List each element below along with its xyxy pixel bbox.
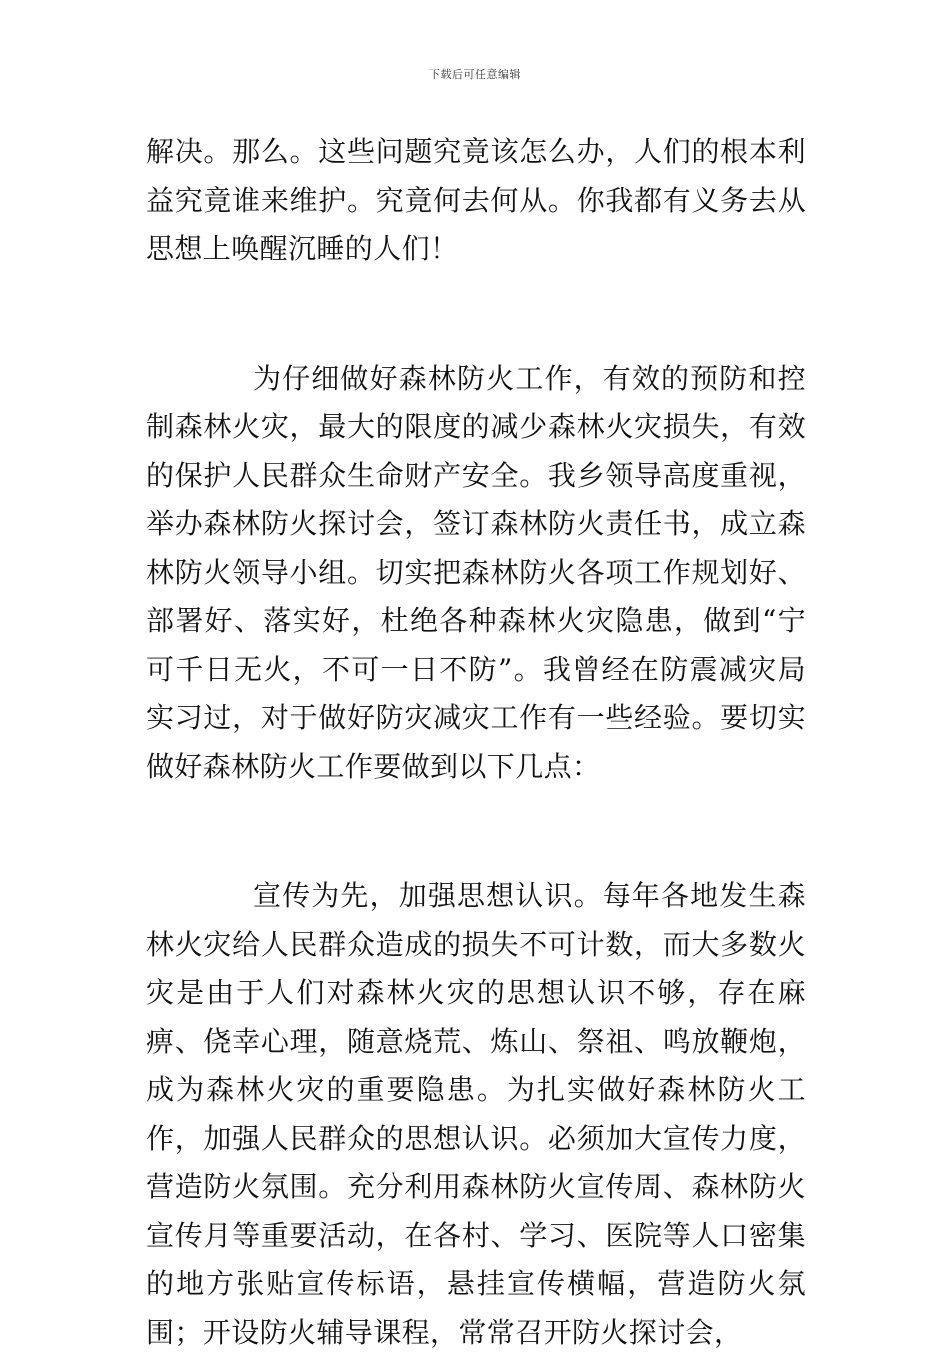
paragraph-2: 为仔细做好森林防火工作，有效的预防和控制森林火灾，最大的限度的减少森林火灾损失，有效的保护人民群众生命财产安全。我乡领导高度重视，举办森林防火探讨会，签订森林防火责任书，成立森林防火领导小组。切实把森林防火各项工作规划好、部署好、落实好，杜绝各种森林火灾隐患，做到“宁可千日无火，不可一日不防”。我曾经在防震减灾局实习过，对于做好防灾减灾工作有一些经验。要切实做好森林防火工作要做到以下几点： <box>146 361 806 783</box>
paragraph-spacer <box>146 274 806 355</box>
paragraph-spacer <box>146 791 806 872</box>
document-body <box>146 128 806 1357</box>
paragraph-1: 解决。那么。这些问题究竟该怎么办，人们的根本利益究竟谁来维护。究竟何去何从。你我都有义务去从思想上唤醒沉睡的人们！ <box>146 135 806 265</box>
page-header: 下载后可任意编辑 <box>429 68 521 81</box>
paragraph-3: 宣传为先，加强思想认识。每年各地发生森林火灾给人民群众造成的损失不可计数，而大多数火灾是由于人们对森林火灾的思想认识不够，存在麻痹、侥幸心理，随意烧荒、炼山、祭祖、鸣放鞭炮，成为森林火灾的重要隐患。为扎实做好森林防火工作，加强人民群众的思想认识。必须加大宣传力度，营造防火氛围。充分利用森林防火宣传周、森林防火宣传月等重要活动，在各村、学习、医院等人口密集的地方张贴宣传标语，悬挂宣传横幅，营造防火氛围；开设防火辅导课程，常常召开防火探讨会， <box>146 879 806 1349</box>
